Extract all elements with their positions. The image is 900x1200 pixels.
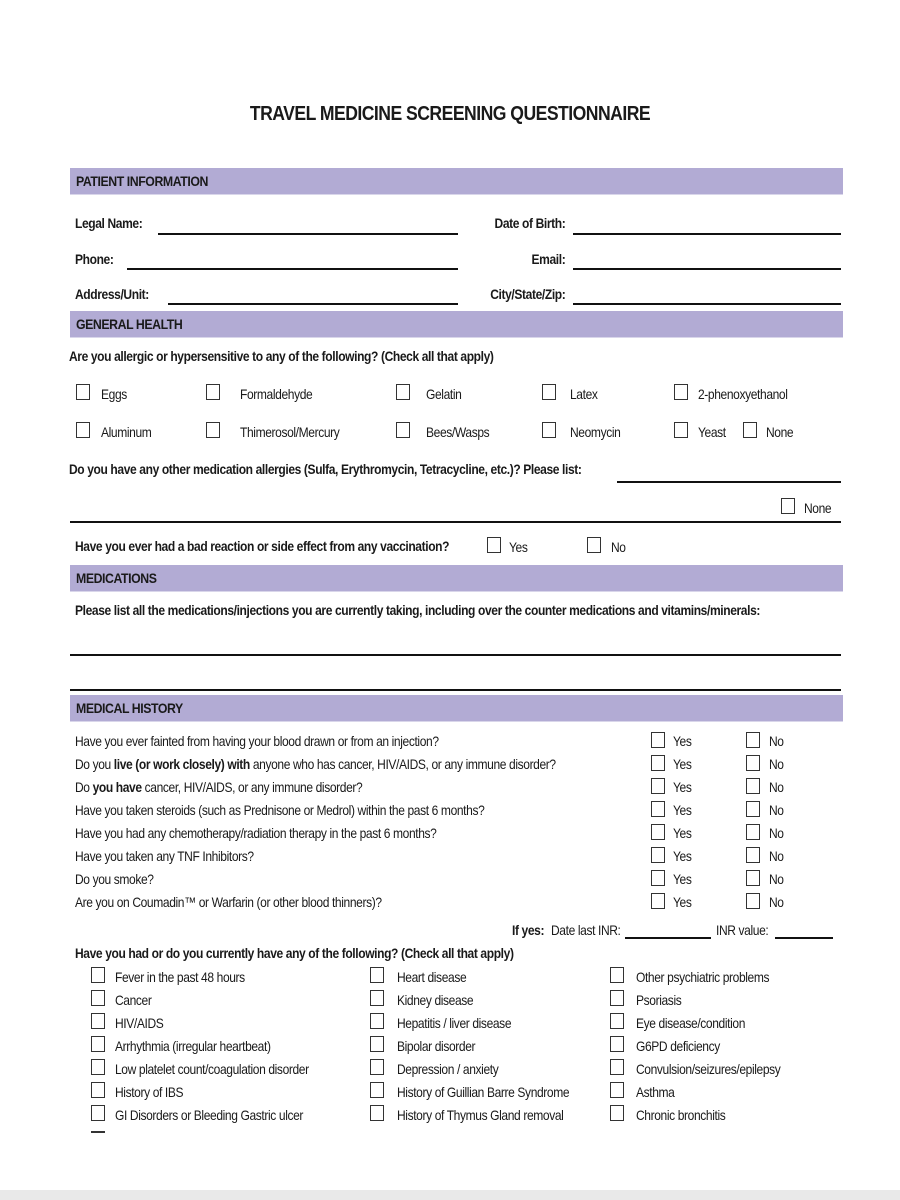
legal-name-label: Legal Name:: [75, 215, 143, 231]
history-question: Do you live (or work closely) with anyone who has cancer, HIV/AIDS, or any immune disorder?: [75, 756, 556, 772]
address-unit-field[interactable]: [168, 303, 458, 305]
date-of-birth-field[interactable]: [573, 233, 841, 235]
checkbox-condition[interactable]: [610, 1013, 624, 1029]
inr-value-field[interactable]: [775, 937, 833, 939]
no-label: No: [769, 779, 784, 795]
email-label: Email:: [531, 251, 565, 267]
history-question: Are you on Coumadin™ or Warfarin (or other blood thinners)?: [75, 894, 382, 910]
no-label: No: [769, 825, 784, 841]
checkbox-latex[interactable]: [542, 384, 556, 400]
checkbox-formaldehyde[interactable]: [206, 384, 220, 400]
allergy-label-2-phenoxyethanol: 2-phenoxyethanol: [698, 386, 788, 402]
section-title: MEDICATIONS: [76, 570, 157, 586]
yes-label: Yes: [673, 733, 692, 749]
checkbox-condition[interactable]: [370, 1013, 384, 1029]
checkbox-aluminum[interactable]: [76, 422, 90, 438]
no-label: No: [769, 848, 784, 864]
checkbox-history-yes[interactable]: [651, 870, 665, 886]
conditions-question: Have you had or do you currently have any of the following? (Check all that apply): [75, 945, 514, 961]
checkbox-condition[interactable]: [91, 1082, 105, 1098]
condition-label: Eye disease/condition: [636, 1015, 746, 1031]
checkbox-thimerosol-mercury[interactable]: [206, 422, 220, 438]
checkbox-history-yes[interactable]: [651, 893, 665, 909]
checkbox-history-no[interactable]: [746, 801, 760, 817]
history-question: Have you taken any TNF Inhibitors?: [75, 848, 254, 864]
checkbox-history-no[interactable]: [746, 732, 760, 748]
allergy-label-formaldehyde: Formaldehyde: [240, 386, 313, 402]
medication-allergies-field-2[interactable]: [70, 521, 841, 523]
checkbox-gelatin[interactable]: [396, 384, 410, 400]
checkbox-history-yes[interactable]: [651, 801, 665, 817]
condition-label: Depression / anxiety: [397, 1061, 499, 1077]
yes-label: Yes: [673, 756, 692, 772]
checkbox-vaccination-no[interactable]: [587, 537, 601, 553]
condition-label: History of IBS: [115, 1084, 184, 1100]
checkbox-condition[interactable]: [91, 1013, 105, 1029]
yes-label: Yes: [673, 779, 692, 795]
inr-value-label: INR value:: [716, 922, 769, 938]
address-unit-label: Address/Unit:: [75, 286, 149, 302]
checkbox-history-no[interactable]: [746, 824, 760, 840]
medication-allergies-field-1[interactable]: [617, 481, 841, 483]
allergy-label-aluminum: Aluminum: [101, 424, 152, 440]
checkbox-partial-edge: [91, 1131, 105, 1133]
email-field[interactable]: [573, 268, 841, 270]
page-bottom-edge: [0, 1190, 900, 1200]
checkbox-condition[interactable]: [370, 1036, 384, 1052]
checkbox-history-yes[interactable]: [651, 755, 665, 771]
phone-field[interactable]: [127, 268, 458, 270]
page-title: TRAVEL MEDICINE SCREENING QUESTIONNAIRE: [249, 103, 651, 125]
checkbox-condition[interactable]: [91, 967, 105, 983]
phone-label: Phone:: [75, 251, 114, 267]
checkbox-condition[interactable]: [91, 1105, 105, 1121]
checkbox-history-no[interactable]: [746, 778, 760, 794]
vaccination-no-label: No: [611, 539, 626, 555]
yes-label: Yes: [673, 871, 692, 887]
allergy-question: Are you allergic or hypersensitive to any of the following? (Check all that apply): [69, 348, 494, 364]
section-title: PATIENT INFORMATION: [76, 173, 208, 189]
yes-label: Yes: [673, 894, 692, 910]
yes-label: Yes: [673, 802, 692, 818]
condition-label: Arrhythmia (irregular heartbeat): [115, 1038, 271, 1054]
condition-label: Asthma: [636, 1084, 675, 1100]
condition-label: G6PD deficiency: [636, 1038, 720, 1054]
medications-field-1[interactable]: [70, 654, 841, 656]
allergy-label-latex: Latex: [570, 386, 598, 402]
condition-label: HIV/AIDS: [115, 1015, 164, 1031]
checkbox-history-no[interactable]: [746, 755, 760, 771]
no-label: No: [769, 894, 784, 910]
section-header-medical-history: [70, 695, 843, 721]
vaccination-reaction-question: Have you ever had a bad reaction or side effect from any vaccination?: [75, 538, 450, 554]
inr-if-yes-label: If yes:: [512, 922, 545, 938]
checkbox-condition[interactable]: [91, 990, 105, 1006]
section-header-general-health: [70, 311, 843, 337]
checkbox-history-no[interactable]: [746, 870, 760, 886]
checkbox-condition[interactable]: [370, 1082, 384, 1098]
no-label: No: [769, 733, 784, 749]
checkbox-condition[interactable]: [610, 1082, 624, 1098]
condition-label: Kidney disease: [397, 992, 474, 1008]
checkbox-eggs[interactable]: [76, 384, 90, 400]
no-label: No: [769, 802, 784, 818]
condition-label: Cancer: [115, 992, 152, 1008]
allergy-label-bees-wasps: Bees/Wasps: [426, 424, 490, 440]
medication-allergies-none-label: None: [804, 500, 832, 516]
allergy-label-yeast: Yeast: [698, 424, 726, 440]
city-state-zip-field[interactable]: [573, 303, 841, 305]
section-header-patient-information: [70, 168, 843, 194]
condition-label: History of Thymus Gland removal: [397, 1107, 564, 1123]
checkbox-history-yes[interactable]: [651, 732, 665, 748]
yes-label: Yes: [673, 825, 692, 841]
condition-label: Other psychiatric problems: [636, 969, 770, 985]
checkbox-condition[interactable]: [370, 1105, 384, 1121]
date-of-birth-label: Date of Birth:: [494, 215, 565, 231]
checkbox-condition[interactable]: [370, 967, 384, 983]
section-title: MEDICAL HISTORY: [76, 700, 183, 716]
vaccination-yes-label: Yes: [509, 539, 528, 555]
condition-label: Chronic bronchitis: [636, 1107, 726, 1123]
history-question: Do you have cancer, HIV/AIDS, or any immune disorder?: [75, 779, 363, 795]
section-header-medications: [70, 565, 843, 591]
yes-label: Yes: [673, 848, 692, 864]
checkbox-history-no[interactable]: [746, 847, 760, 863]
history-question: Have you taken steroids (such as Prednisone or Medrol) within the past 6 months?: [75, 802, 485, 818]
checkbox-2-phenoxyethanol[interactable]: [674, 384, 688, 400]
no-label: No: [769, 756, 784, 772]
checkbox-condition[interactable]: [610, 990, 624, 1006]
allergy-label-thimerosol-mercury: Thimerosol/Mercury: [240, 424, 340, 440]
condition-label: GI Disorders or Bleeding Gastric ulcer: [115, 1107, 304, 1123]
condition-label: Bipolar disorder: [397, 1038, 476, 1054]
legal-name-field[interactable]: [158, 233, 458, 235]
checkbox-medication-allergies-none[interactable]: [781, 498, 795, 514]
checkbox-condition[interactable]: [610, 1105, 624, 1121]
allergy-label-eggs: Eggs: [101, 386, 127, 402]
medications-prompt: Please list all the medications/injections you are currently taking, including over the counter medications and vitamins/minerals:: [75, 602, 761, 618]
checkbox-bees-wasps[interactable]: [396, 422, 410, 438]
checkbox-history-yes[interactable]: [651, 824, 665, 840]
checkbox-vaccination-yes[interactable]: [487, 537, 501, 553]
history-question: Do you smoke?: [75, 871, 154, 887]
checkbox-condition[interactable]: [91, 1036, 105, 1052]
history-question: Have you had any chemotherapy/radiation therapy in the past 6 months?: [75, 825, 437, 841]
checkbox-condition[interactable]: [610, 1036, 624, 1052]
condition-label: Heart disease: [397, 969, 467, 985]
condition-label: History of Guillian Barre Syndrome: [397, 1084, 570, 1100]
checkbox-condition[interactable]: [610, 1059, 624, 1075]
medications-field-2[interactable]: [70, 689, 841, 691]
history-question: Have you ever fainted from having your blood drawn or from an injection?: [75, 733, 439, 749]
allergy-label-neomycin: Neomycin: [570, 424, 621, 440]
checkbox-history-no[interactable]: [746, 893, 760, 909]
checkbox-history-yes[interactable]: [651, 778, 665, 794]
no-label: No: [769, 871, 784, 887]
medication-allergies-question: Do you have any other medication allergies (Sulfa, Erythromycin, Tetracycline, etc.)? Please list:: [69, 461, 582, 477]
inr-date-label: Date last INR:: [551, 922, 621, 938]
checkbox-condition[interactable]: [370, 990, 384, 1006]
inr-date-field[interactable]: [625, 937, 711, 939]
city-state-zip-label: City/State/Zip:: [489, 286, 565, 302]
section-title: GENERAL HEALTH: [76, 316, 183, 332]
checkbox-yeast[interactable]: [674, 422, 688, 438]
condition-label: Fever in the past 48 hours: [115, 969, 245, 985]
checkbox-condition[interactable]: [91, 1059, 105, 1075]
condition-label: Low platelet count/coagulation disorder: [115, 1061, 309, 1077]
checkbox-history-yes[interactable]: [651, 847, 665, 863]
checkbox-condition[interactable]: [610, 967, 624, 983]
checkbox-condition[interactable]: [370, 1059, 384, 1075]
allergy-label-none: None: [766, 424, 794, 440]
condition-label: Psoriasis: [636, 992, 682, 1008]
allergy-label-gelatin: Gelatin: [426, 386, 462, 402]
checkbox-neomycin[interactable]: [542, 422, 556, 438]
condition-label: Convulsion/seizures/epilepsy: [636, 1061, 781, 1077]
checkbox-allergy-none[interactable]: [743, 422, 757, 438]
condition-label: Hepatitis / liver disease: [397, 1015, 512, 1031]
